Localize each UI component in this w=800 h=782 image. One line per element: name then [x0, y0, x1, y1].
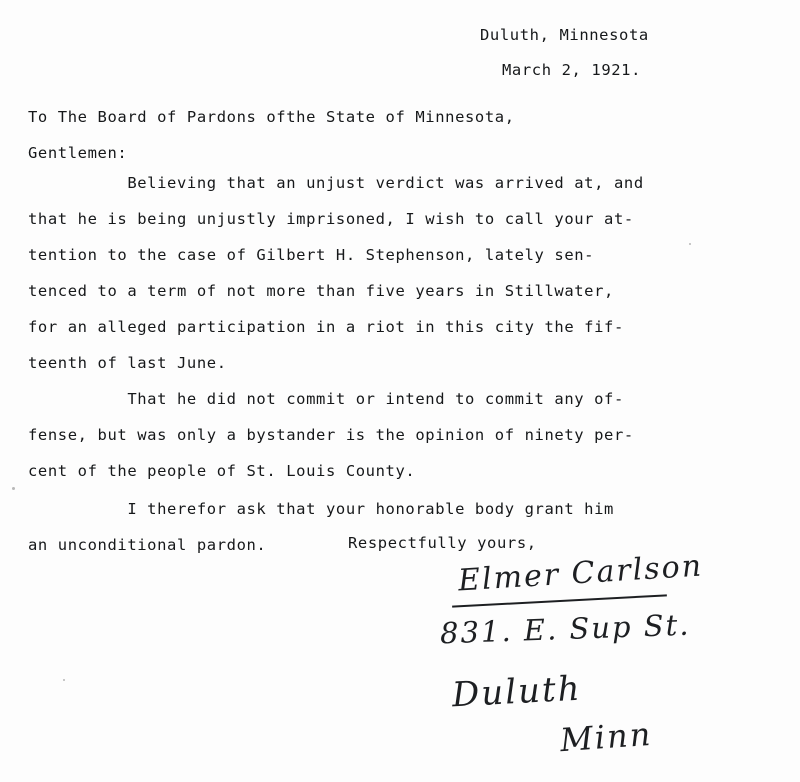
closing-line: Respectfully yours,: [348, 534, 537, 552]
scan-speck: [63, 679, 65, 681]
body-line: I therefor ask that your honorable body grant him: [28, 500, 614, 518]
scan-speck: [12, 487, 15, 490]
signature-name: Elmer Carlson: [457, 548, 704, 599]
place-line: Duluth, Minnesota: [480, 26, 649, 44]
body-line: tention to the case of Gilbert H. Stephenson, lately sen-: [28, 246, 595, 264]
body-line: That he did not commit or intend to commit any of-: [28, 390, 624, 408]
body-line: tenced to a term of not more than five years in Stillwater,: [28, 282, 614, 300]
addressee-line: To The Board of Pardons ofthe State of Minnesota,: [28, 108, 515, 126]
salutation-line: Gentlemen:: [28, 144, 128, 162]
body-line: an unconditional pardon.: [28, 536, 267, 554]
signature-city: Duluth: [451, 668, 583, 716]
date-line: March 2, 1921.: [502, 61, 642, 79]
body-line: fense, but was only a bystander is the opinion of ninety per-: [28, 426, 634, 444]
body-line: cent of the people of St. Louis County.: [28, 462, 416, 480]
body-line: teenth of last June.: [28, 354, 227, 372]
body-line: Believing that an unjust verdict was arrived at, and: [28, 174, 644, 192]
body-line: that he is being unjustly imprisoned, I wish to call your at-: [28, 210, 634, 228]
signature-state: Minn: [558, 714, 654, 760]
body-line: for an alleged participation in a riot in this city the fif-: [28, 318, 624, 336]
signature-address: 831. E. Sup St.: [439, 607, 691, 651]
scan-speck: [689, 243, 691, 245]
